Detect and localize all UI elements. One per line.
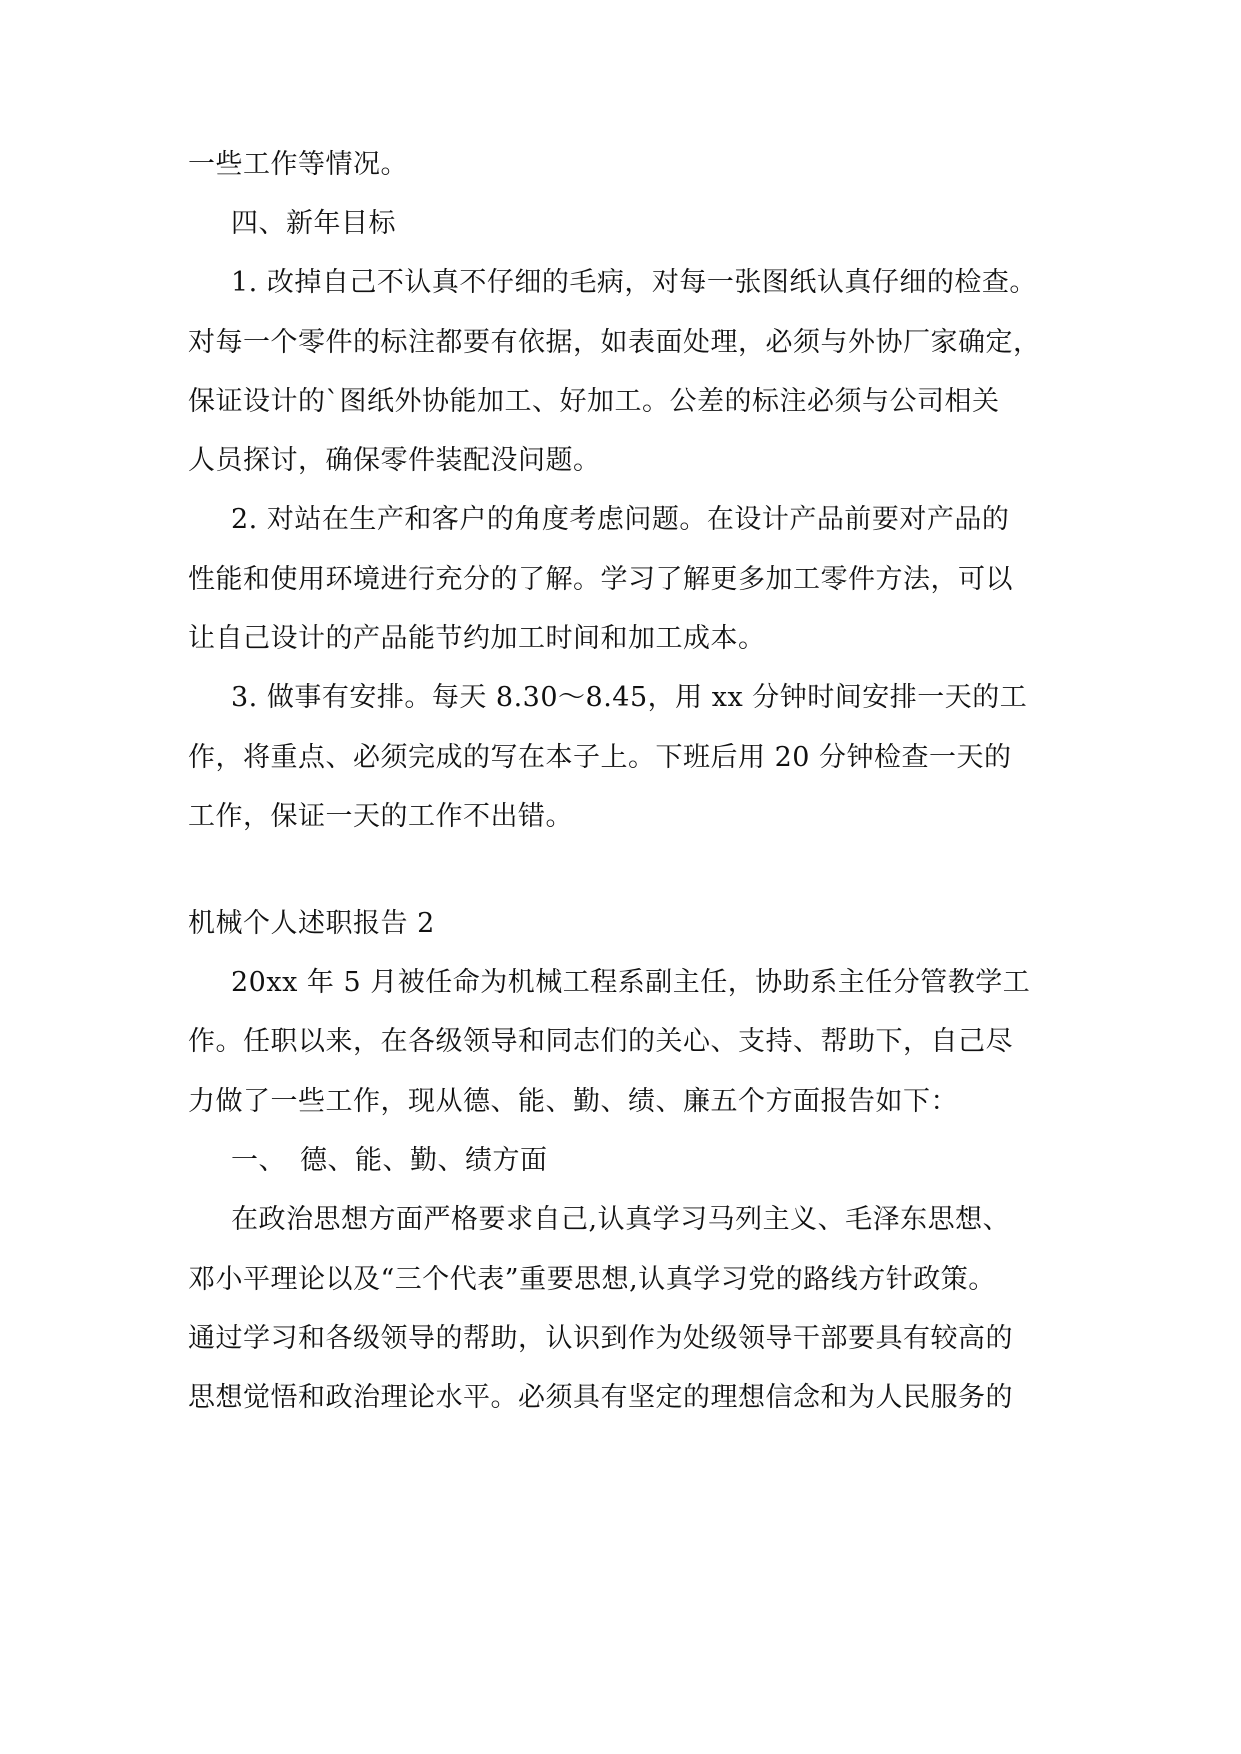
text-line: 邓小平理论以及“三个代表”重要思想,认真学习党的路线方针政策。 bbox=[188, 1264, 996, 1295]
text-line: 人员探讨，确保零件装配没问题。 bbox=[188, 445, 601, 476]
text-line: 在政治思想方面严格要求自己,认真学习马列主义、毛泽东思想、 bbox=[231, 1204, 1011, 1235]
text-line: 工作，保证一天的工作不出错。 bbox=[188, 801, 573, 832]
text-line: 作。任职以来，在各级领导和同志们的关心、支持、帮助下，自己尽 bbox=[188, 1026, 1013, 1057]
section-heading: 一、 德、能、勤、绩方面 bbox=[231, 1145, 548, 1176]
section-heading: 四、新年目标 bbox=[231, 208, 396, 239]
text-line: 对每一个零件的标注都要有依据，如表面处理，必须与外协厂家确定， bbox=[188, 327, 1041, 358]
text-line: 性能和使用环境进行充分的了解。学习了解更多加工零件方法，可以 bbox=[188, 564, 1013, 595]
text-line: 让自己设计的产品能节约加工时间和加工成本。 bbox=[188, 623, 766, 654]
report-title: 机械个人述职报告 2 bbox=[188, 908, 435, 939]
text-line: 思想觉悟和政治理论水平。必须具有坚定的理想信念和为人民服务的 bbox=[188, 1382, 1013, 1413]
text-line: 通过学习和各级领导的帮助，认识到作为处级领导干部要具有较高的 bbox=[188, 1323, 1013, 1354]
text-line: 2. 对站在生产和客户的角度考虑问题。在设计产品前要对产品的 bbox=[231, 504, 1010, 535]
text-line: 一些工作等情况。 bbox=[188, 149, 408, 180]
text-line: 20xx 年 5 月被任命为机械工程系副主任，协助系主任分管教学工 bbox=[231, 967, 1031, 998]
text-line: 3. 做事有安排。每天 8.30～8.45，用 xx 分钟时间安排一天的工 bbox=[231, 682, 1028, 713]
text-line: 保证设计的`图纸外协能加工、好加工。公差的标注必须与公司相关 bbox=[188, 386, 1000, 417]
text-line: 力做了一些工作，现从德、能、勤、绩、廉五个方面报告如下： bbox=[188, 1086, 958, 1117]
text-line: 1. 改掉自己不认真不仔细的毛病，对每一张图纸认真仔细的检查。 bbox=[231, 267, 1037, 298]
text-line: 作，将重点、必须完成的写在本子上。下班后用 20 分钟检查一天的 bbox=[188, 742, 1012, 773]
